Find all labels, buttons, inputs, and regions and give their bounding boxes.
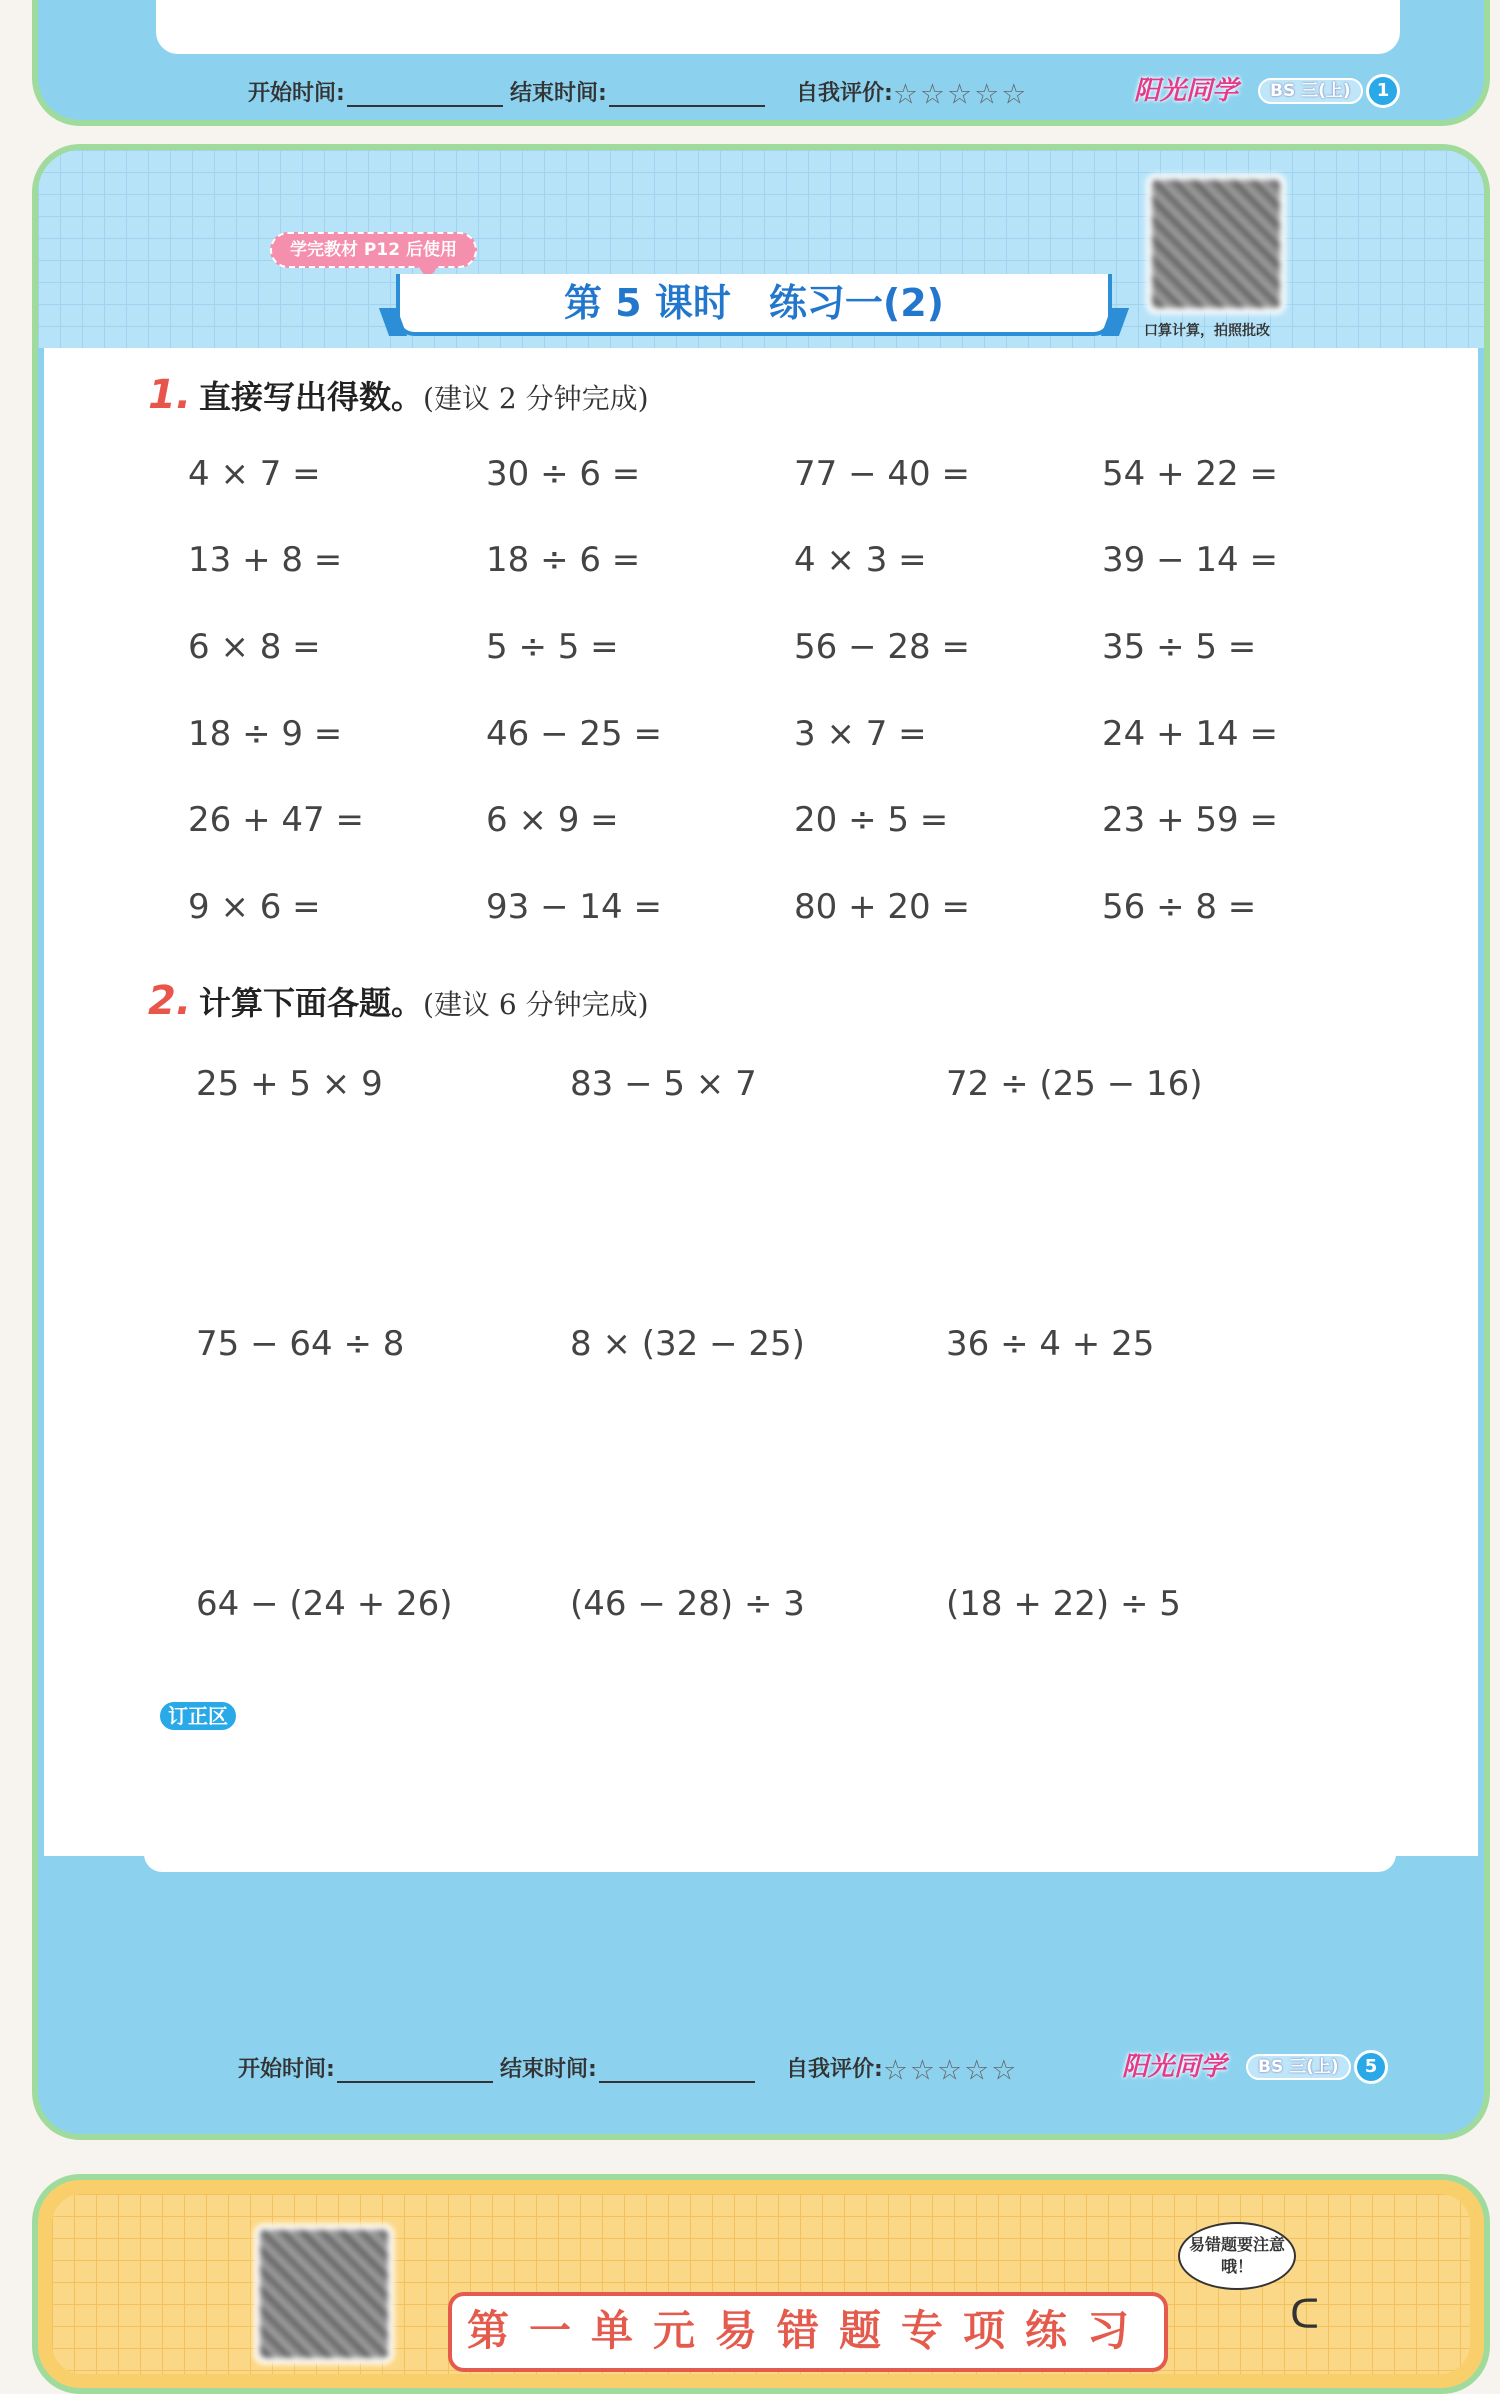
mental-math-item[interactable]: 93 − 14 =: [486, 887, 662, 927]
previous-page-card: [32, 0, 1490, 126]
mental-math-item[interactable]: 18 ÷ 6 =: [486, 540, 641, 580]
end-time-label: 结束时间:: [500, 2057, 597, 2082]
start-time-line[interactable]: [337, 2061, 493, 2083]
mental-math-item[interactable]: 4 × 7 =: [188, 454, 321, 494]
lesson-title: 第 5 课时 练习一(2): [396, 274, 1112, 336]
start-time-line: [347, 85, 503, 107]
calculation-item[interactable]: 36 ÷ 4 + 25: [946, 1324, 1155, 1364]
page-number: 1: [1366, 74, 1400, 108]
mental-math-item[interactable]: 30 ÷ 6 =: [486, 454, 641, 494]
start-time-label: 开始时间:: [238, 2057, 335, 2082]
mental-math-item[interactable]: 23 + 59 =: [1102, 800, 1278, 840]
grade-badge: BS 三(上): [1246, 2054, 1351, 2080]
end-time-label: 结束时间:: [510, 81, 607, 106]
calculation-item[interactable]: 75 − 64 ÷ 8: [196, 1324, 405, 1364]
qr-caption: 口算计算，拍照批改: [1144, 323, 1270, 339]
question-title: 计算下面各题。: [199, 984, 424, 1022]
previous-answer-box: [156, 0, 1400, 54]
mental-math-item[interactable]: 39 − 14 =: [1102, 540, 1278, 580]
start-time-label: 开始时间:: [248, 81, 345, 106]
mental-math-item[interactable]: 77 − 40 =: [794, 454, 970, 494]
correction-area-label: 订正区: [158, 1700, 238, 1732]
question-1-heading: [148, 372, 649, 418]
calculation-item[interactable]: 64 − (24 + 26): [196, 1584, 453, 1624]
page-footer: [38, 2046, 1484, 2086]
mental-math-item[interactable]: 3 × 7 =: [794, 714, 927, 754]
mental-math-item[interactable]: 4 × 3 =: [794, 540, 927, 580]
self-rating-label: 自我评价:: [786, 2057, 883, 2082]
previous-page-footer: [38, 70, 1484, 110]
question-hint: (建议 2 分钟完成): [423, 382, 649, 415]
correction-area[interactable]: [144, 1718, 1396, 1872]
calculation-item[interactable]: 8 × (32 − 25): [570, 1324, 805, 1364]
mental-math-item[interactable]: 6 × 8 =: [188, 627, 321, 667]
mental-math-item[interactable]: 9 × 6 =: [188, 887, 321, 927]
calculation-item[interactable]: (46 − 28) ÷ 3: [570, 1584, 805, 1624]
next-page-card: [32, 2174, 1490, 2394]
mental-math-item[interactable]: 56 ÷ 8 =: [1102, 887, 1257, 927]
rating-stars[interactable]: ☆☆☆☆☆: [882, 2053, 1019, 2087]
grade-badge: BS 三(上): [1258, 78, 1363, 104]
speech-bubble: 易错题要注意哦！: [1178, 2222, 1296, 2290]
end-time-line[interactable]: [599, 2061, 755, 2083]
calculation-item[interactable]: 25 + 5 × 9: [196, 1064, 383, 1104]
mental-math-item[interactable]: 24 + 14 =: [1102, 714, 1278, 754]
question-hint: (建议 6 分钟完成): [423, 988, 649, 1021]
qr-code-icon[interactable]: [1146, 174, 1286, 314]
mental-math-item[interactable]: 26 + 47 =: [188, 800, 364, 840]
brand-logo: 阳光同学: [1122, 2052, 1227, 2082]
lesson-page-card: [32, 144, 1490, 2140]
rating-stars[interactable]: ☆☆☆☆☆: [892, 77, 1029, 111]
calculation-item[interactable]: 72 ÷ (25 − 16): [946, 1064, 1203, 1104]
mental-math-item[interactable]: 54 + 22 =: [1102, 454, 1278, 494]
mental-math-item[interactable]: 13 + 8 =: [188, 540, 343, 580]
question-title: 直接写出得数。: [199, 378, 424, 416]
mental-math-item[interactable]: 46 − 25 =: [486, 714, 662, 754]
mental-math-item[interactable]: 6 × 9 =: [486, 800, 619, 840]
mental-math-item[interactable]: 35 ÷ 5 =: [1102, 627, 1257, 667]
self-rating-label: 自我评价:: [796, 81, 893, 106]
question-number: 1.: [148, 372, 192, 418]
calculation-item[interactable]: (18 + 22) ÷ 5: [946, 1584, 1181, 1624]
mascot-icon: ᑕ: [1290, 2292, 1320, 2338]
mental-math-item[interactable]: 20 ÷ 5 =: [794, 800, 949, 840]
question-number: 2.: [148, 978, 192, 1024]
mental-math-item[interactable]: 5 ÷ 5 =: [486, 627, 619, 667]
question-2-heading: [148, 978, 649, 1024]
brand-logo: 阳光同学: [1134, 76, 1239, 106]
mental-math-item[interactable]: 18 ÷ 9 =: [188, 714, 343, 754]
mental-math-item[interactable]: 80 + 20 =: [794, 887, 970, 927]
mental-math-item[interactable]: 56 − 28 =: [794, 627, 970, 667]
end-time-line: [609, 85, 765, 107]
calculation-item[interactable]: 83 − 5 × 7: [570, 1064, 757, 1104]
next-page-title: 第一单元易错题专项练习: [448, 2292, 1168, 2372]
page-number: 5: [1354, 2050, 1388, 2084]
usage-tag: 学完教材 P12 后使用: [270, 232, 477, 268]
qr-code-icon[interactable]: [254, 2224, 394, 2364]
